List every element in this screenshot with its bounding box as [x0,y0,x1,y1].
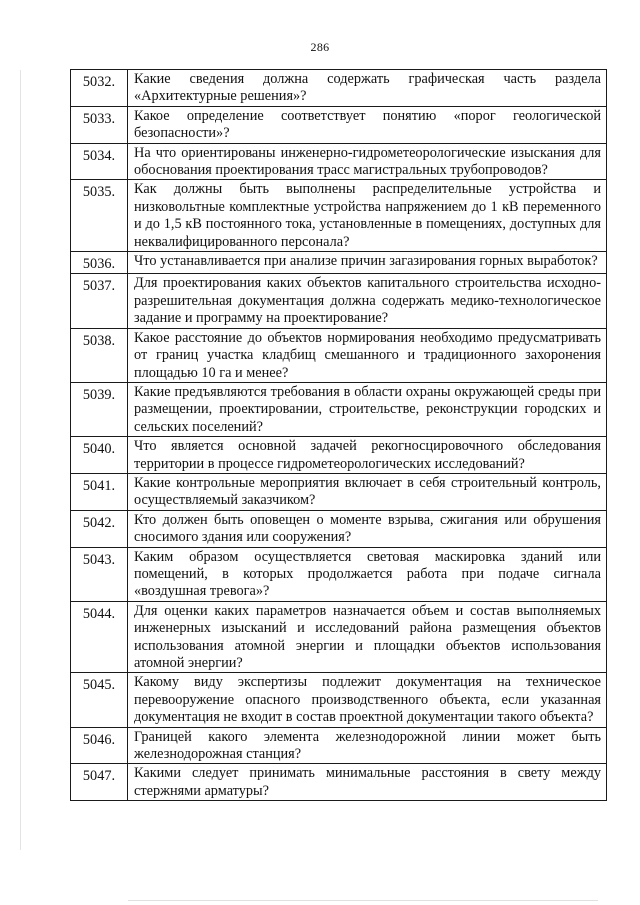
question-number: 5043. [71,547,128,601]
table-row [71,673,607,727]
question-number: 5045. [71,673,128,727]
question-number: 5037. [71,274,128,328]
table-row [71,70,607,107]
table-row [71,180,607,252]
question-number: 5039. [71,382,128,436]
question-number: 5042. [71,510,128,547]
table-row [71,510,607,547]
question-number: 5041. [71,473,128,510]
question-text: Какие контрольные мероприятия включает в себя строительный контроль, осуществляемый заказчиком? [128,473,607,510]
question-number: 5035. [71,180,128,252]
table-row [71,252,607,274]
question-text: Кто должен быть оповещен о моменте взрыва, сжигания или обрушения сносимого здания или сооружения? [128,510,607,547]
question-text: Какие сведения должна содержать графическая часть раздела «Архитектурные решения»? [128,70,607,107]
question-text: Какими следует принимать минимальные расстояния в свету между стержнями арматуры? [128,764,607,801]
question-text: Каким образом осуществляется световая маскировка зданий или помещений, в которых продолжается работа при подаче сигнала «воздушная тревога»? [128,547,607,601]
question-number: 5046. [71,727,128,764]
table-row [71,143,607,180]
question-text: Для проектирования каких объектов капитального строительства исходно-разрешительная документация должна содержать медико-технологическое задание и программу на проектирование? [128,274,607,328]
scan-bottom-line [128,900,598,901]
question-text: Что является основной задачей рекогносцировочного обследования территории в процессе гидрометеорологических исследований? [128,437,607,474]
question-number: 5034. [71,143,128,180]
scan-margin-line [20,70,21,850]
question-number: 5032. [71,70,128,107]
question-text: Для оценки каких параметров назначается объем и состав выполняемых инженерных изысканий и исследований района размещения объектов использования атомной энергии и площадки объектов использования атомной энергии? [128,601,607,673]
table-row [71,106,607,143]
question-number: 5036. [71,252,128,274]
page-number: 286 [310,40,330,54]
table-row [71,601,607,673]
question-number: 5044. [71,601,128,673]
question-number: 5038. [71,328,128,382]
questions-table [70,69,607,801]
question-text: Какие предъявляются требования в области охраны окружающей среды при размещении, проектировании, строительстве, реконструкции городских и сельских поселений? [128,382,607,436]
question-text: Границей какого элемента железнодорожной линии может быть железнодорожная станция? [128,727,607,764]
question-number: 5033. [71,106,128,143]
table-row [71,437,607,474]
table-row [71,328,607,382]
question-text: Что устанавливается при анализе причин загазирования горных выработок? [128,252,607,274]
question-text: Какое определение соответствует понятию «порог геологической безопасности»? [128,106,607,143]
question-text: Какому виду экспертизы подлежит документация на техническое перевооружение опасного производственного объекта, если указанная документация не входит в состав проектной документации такого объекта? [128,673,607,727]
table-row [71,274,607,328]
table-row [71,727,607,764]
question-text: Какое расстояние до объектов нормирования необходимо предусматривать от границ участка кладбищ смешанного и традиционного захоронения площадью 10 га и менее? [128,328,607,382]
table-row [71,547,607,601]
question-number: 5040. [71,437,128,474]
question-text: Как должны быть выполнены распределительные устройства и низковольтные комплектные устройства напряжением до 1 кВ переменного и до 1,5 кВ постоянного тока, установленные в помещениях, доступных для неквалифицированного персонала? [128,180,607,252]
table-row [71,382,607,436]
question-number: 5047. [71,764,128,801]
table-row [71,473,607,510]
question-text: На что ориентированы инженерно-гидрометеорологические изыскания для обоснования проектирования трасс магистральных трубопроводов? [128,143,607,180]
table-row [71,764,607,801]
